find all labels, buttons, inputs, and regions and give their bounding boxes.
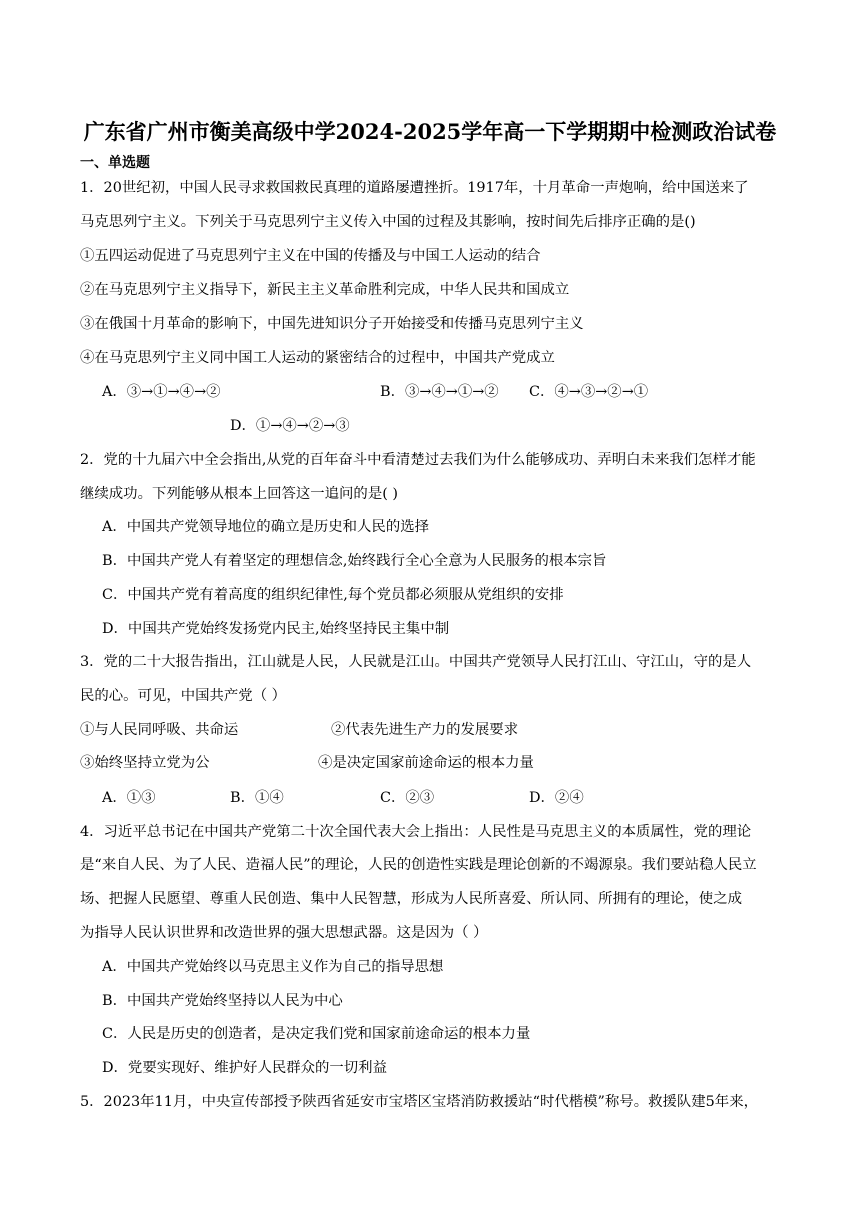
q3-statement-1: ①与人民同呼吸、共命运: [80, 722, 239, 738]
q2-stem-line-2: 继续成功。下列能够从根本上回答这一追问的是( ): [80, 486, 399, 502]
q1-option-b[interactable]: B．③→④→①→②: [380, 384, 499, 400]
q3-option-d[interactable]: D．②④: [529, 790, 584, 806]
q3-statement-2: ②代表先进生产力的发展要求: [331, 722, 519, 738]
q4-stem-line-3: 场、把握人民愿望、尊重人民创造、集中人民智慧，形成为人民所喜爱、所认同、所拥有的理论，使之成: [80, 891, 742, 907]
q2-option-d[interactable]: D．中国共产党始终发扬党内民主,始终坚持民主集中制: [102, 621, 450, 637]
q4-option-c[interactable]: C．人民是历史的创造者，是决定我们党和国家前途命运的根本力量: [102, 1026, 531, 1042]
q1-stem-line-1: 1．20世纪初，中国人民寻求救国救民真理的道路屡遭挫折。1917年，十月革命一声炮响，给中国送来了: [80, 180, 749, 196]
q2-option-b[interactable]: B．中国共产党人有着坚定的理想信念,始终践行全心全意为人民服务的根本宗旨: [102, 553, 607, 569]
q1-statement-3: ③在俄国十月革命的影响下，中国先进知识分子开始接受和传播马克思列宁主义: [80, 316, 584, 332]
q1-statement-4: ④在马克思列宁主义同中国工人运动的紧密结合的过程中，中国共产党成立: [80, 350, 555, 366]
q4-stem-line-4: 为指导人民认识世界和改造世界的强大思想武器。这是因为（ ）: [80, 925, 488, 941]
section-heading: 一、单选题: [80, 155, 150, 171]
q4-stem-line-1: 4．习近平总书记在中国共产党第二十次全国代表大会上指出：人民性是马克思主义的本质属性，党的理论: [80, 824, 752, 840]
q2-stem-line-1: 2．党的十九届六中全会指出,从党的百年奋斗中看清楚过去我们为什么能够成功、弄明白未来我们怎样才能: [80, 452, 756, 468]
q3-statement-4: ④是决定国家前途命运的根本力量: [318, 755, 534, 771]
q3-option-c[interactable]: C．②③: [380, 790, 435, 806]
q4-option-d[interactable]: D．党要实现好、维护好人民群众的一切利益: [102, 1060, 387, 1076]
q2-option-a[interactable]: A．中国共产党领导地位的确立是历史和人民的选择: [102, 519, 429, 535]
q1-statement-2: ②在马克思列宁主义指导下，新民主主义革命胜利完成，中华人民共和国成立: [80, 282, 570, 298]
q3-stem-line-2: 民的心。可见，中国共产党（ ）: [80, 688, 287, 704]
document-title: 广东省广州市衡美高级中学2024-2025学年高一下学期期中检测政治试卷: [83, 119, 777, 144]
q4-option-a[interactable]: A．中国共产党始终以马克思主义作为自己的指导思想: [102, 959, 444, 975]
q1-option-c[interactable]: C．④→③→②→①: [529, 384, 649, 400]
q1-option-d[interactable]: D．①→④→②→③: [230, 418, 350, 434]
q4-stem-line-2: 是“来自人民、为了人民、造福人民”的理论，人民的创造性实践是理论创新的不竭源泉。我们要站稳人民立: [80, 857, 757, 873]
q5-stem-line-1: 5．2023年11月，中央宣传部授予陕西省延安市宝塔区宝塔消防救援站“时代楷模”称号。救援队建5年来，: [80, 1094, 758, 1110]
q1-stem-line-2: 马克思列宁主义。下列关于马克思列宁主义传入中国的过程及其影响，按时间先后排序正确的是(): [80, 214, 696, 230]
q3-option-b[interactable]: B．①④: [230, 790, 284, 806]
q3-stem-line-1: 3．党的二十大报告指出，江山就是人民，人民就是江山。中国共产党领导人民打江山、守江山，守的是人: [80, 654, 752, 670]
q2-option-c[interactable]: C．中国共产党有着高度的组织纪律性,每个党员都必须服从党组织的安排: [102, 587, 564, 603]
q3-statement-3: ③始终坚持立党为公: [80, 755, 210, 771]
q3-option-a[interactable]: A．①③: [102, 790, 156, 806]
q1-statement-1: ①五四运动促进了马克思列宁主义在中国的传播及与中国工人运动的结合: [80, 248, 541, 264]
q1-option-a[interactable]: A．③→①→④→②: [102, 384, 221, 400]
q4-option-b[interactable]: B．中国共产党始终坚持以人民为中心: [102, 993, 343, 1009]
